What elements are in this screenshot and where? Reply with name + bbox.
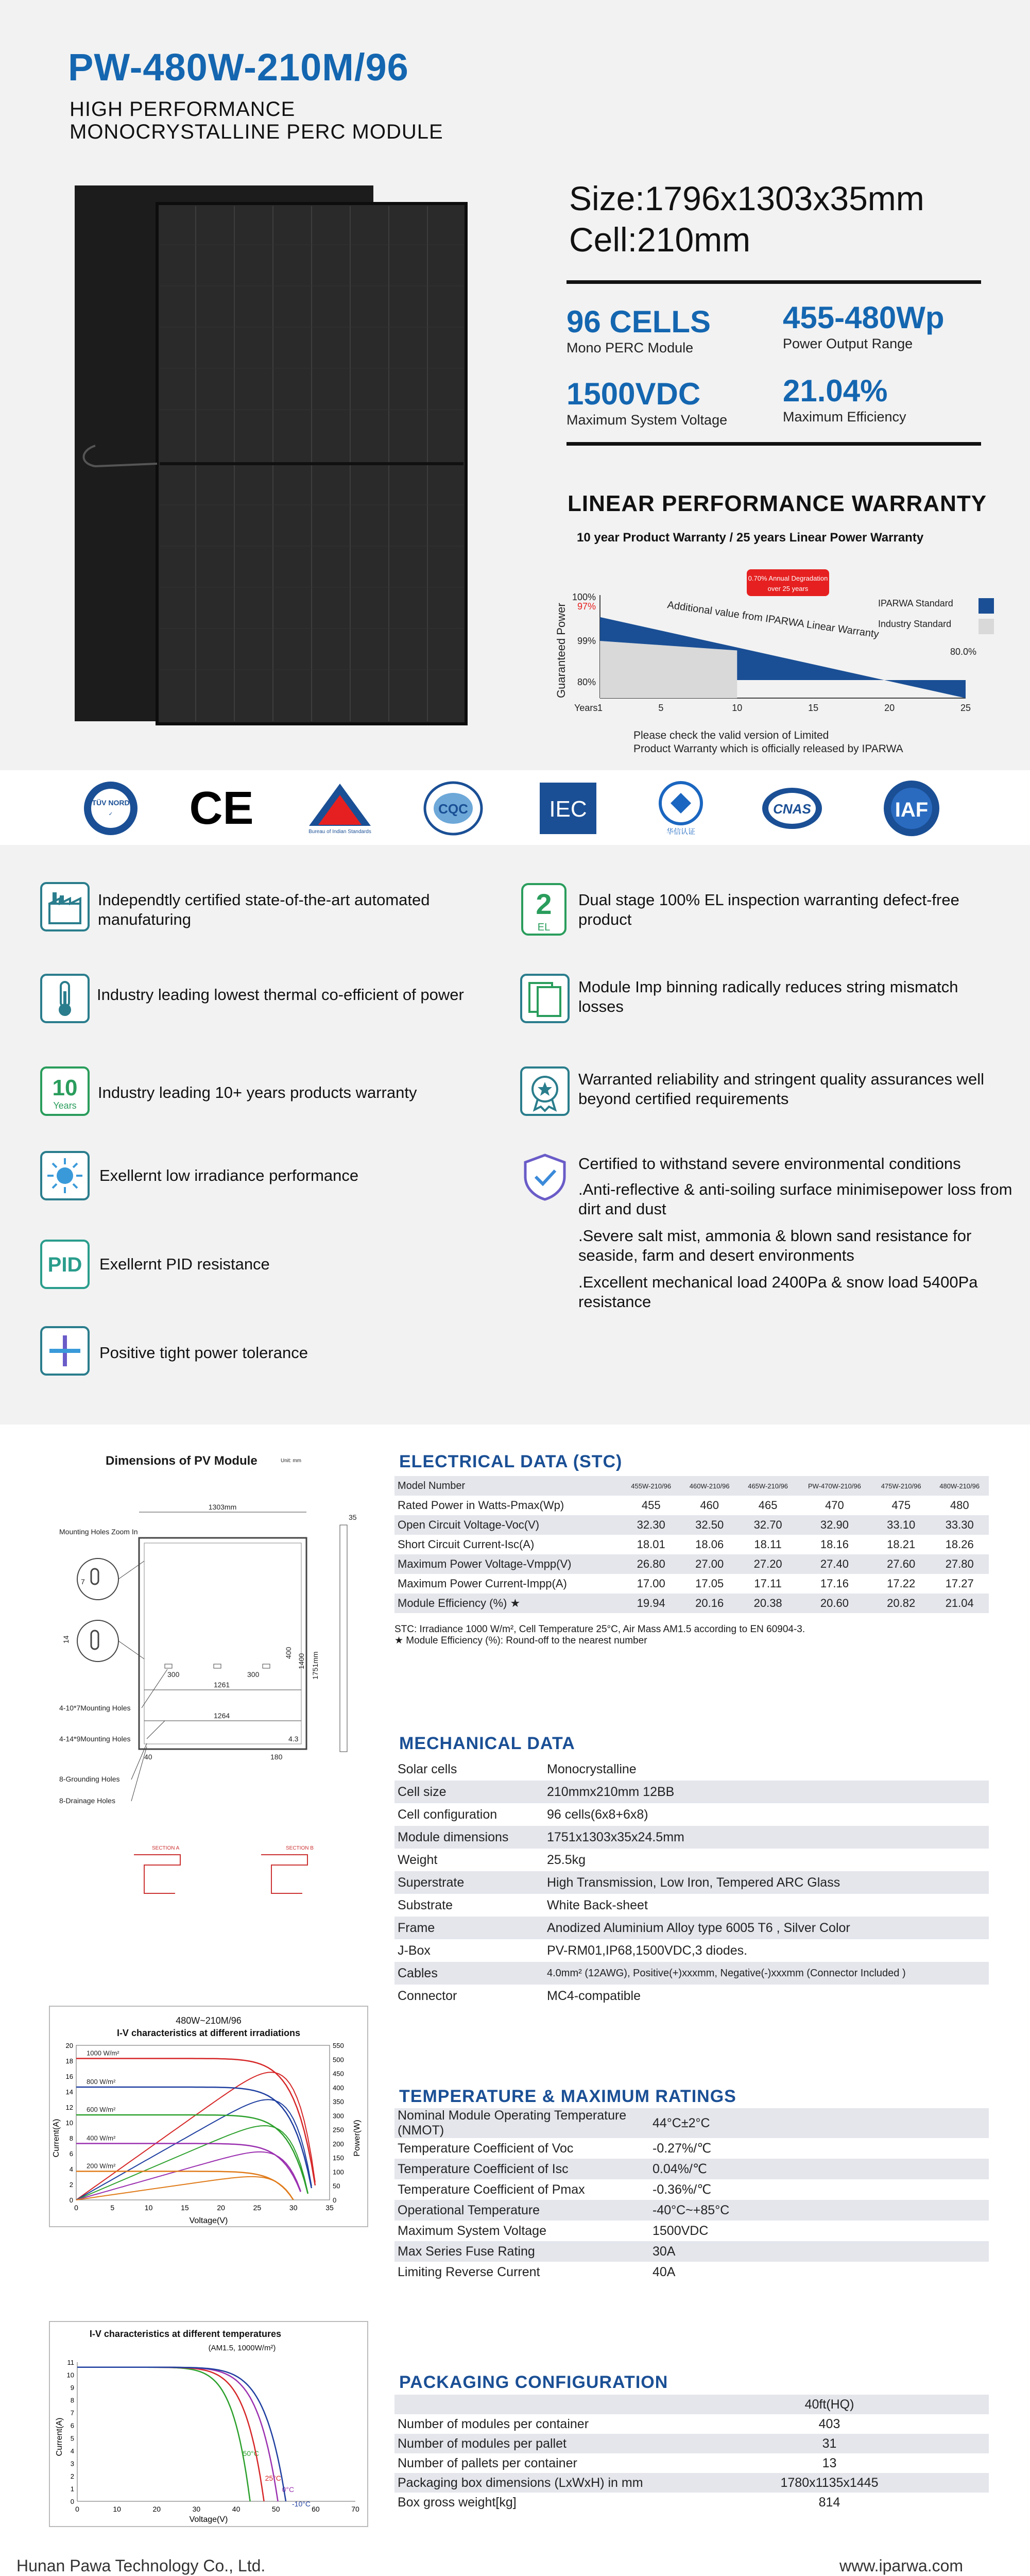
table-row: Weight 25.5kg <box>398 1852 586 1867</box>
warranty-y-tick: 97% <box>577 601 596 612</box>
iv1-y2-tick: 250 <box>333 2126 344 2134</box>
iv1-y2-tick: 150 <box>333 2154 344 2162</box>
iv2-title: I-V characteristics at different temperatures <box>89 2329 282 2339</box>
table-row: J-Box PV-RM01,IP68,1500VDC,3 diodes. <box>398 1943 748 1958</box>
divider-top <box>566 280 981 284</box>
iv2-x-tick: 0 <box>75 2505 79 2513</box>
warranty-x-ticks <box>574 703 971 713</box>
svg-text:1303mm: 1303mm <box>208 1503 237 1511</box>
svg-text:华信认证: 华信认证 <box>666 827 695 836</box>
iv1-power-curve <box>76 2177 294 2200</box>
temperature-table <box>394 2108 989 2282</box>
svg-text:4-14*9Mounting Holes: 4-14*9Mounting Holes <box>59 1735 131 1743</box>
svg-text:TÜV NORD: TÜV NORD <box>92 799 130 807</box>
footer-company: Hunan Pawa Technology Co., Ltd. <box>16 2556 266 2575</box>
iv1-y2-tick: 100 <box>333 2168 344 2176</box>
feature-8-heading: Certified to withstand severe environmental conditions <box>578 1155 961 1173</box>
electrical-header: 475W-210/96 <box>872 1476 930 1496</box>
iv-temperature-chart <box>52 2324 366 2524</box>
iv1-y2-tick: 200 <box>333 2140 344 2148</box>
table-row: Number of modules per pallet 31 <box>394 2434 989 2453</box>
table-row: Maximum Power Current-Impp(A) 17.00 17.05 17.11 17.16 17.22 17.27 <box>398 1577 974 1590</box>
svg-text:CQC: CQC <box>438 801 468 817</box>
iv2-y-tick: 7 <box>70 2409 74 2417</box>
table-row: Nominal Module Operating Temperature (NMOT) 44°C±2°C <box>394 2108 989 2138</box>
feature-text-3: Industry leading lowest thermal co-efficient of power <box>97 986 464 1004</box>
feature-text-2: Dual stage 100% EL inspection warranting defect-free product <box>578 891 959 928</box>
electrical-note-2: ★ Module Efficiency (%): Round-off to the nearest number <box>394 1635 647 1646</box>
svg-text:PID: PID <box>47 1253 82 1276</box>
el-icon <box>520 882 570 931</box>
size-block <box>569 178 924 260</box>
feature-text-9: Exellernt PID resistance <box>99 1255 270 1273</box>
product-subtitle <box>70 98 443 143</box>
table-row: Box gross weight[kg] 814 <box>398 2495 840 2510</box>
table-row: Temperature Coefficient of Voc -0.27%/℃ <box>398 2141 712 2156</box>
svg-text:35: 35 <box>349 1513 357 1521</box>
subtitle-line-1: HIGH PERFORMANCE <box>70 98 296 121</box>
iv1-y2-tick: 0 <box>333 2196 337 2204</box>
footer-website-link[interactable]: www.iparwa.com <box>839 2556 964 2575</box>
svg-text:1400: 1400 <box>297 1653 305 1669</box>
warranty-x-tick: 25 <box>960 703 971 713</box>
svg-text:2: 2 <box>536 888 552 920</box>
table-row: Packaging box dimensions (LxWxH) in mm 1780x1135x1445 <box>394 2473 989 2493</box>
iv1-subtitle: I-V characteristics at different irradiations <box>116 2028 301 2038</box>
spec-cells-value: 96 CELLS <box>566 304 711 339</box>
svg-text:Bureau of Indian Standards: Bureau of Indian Standards <box>308 829 371 835</box>
section-profiles <box>134 1845 314 1893</box>
svg-text:7: 7 <box>81 1578 85 1586</box>
diagonal-label: Additional value from IPARWA Linear Warranty <box>666 599 880 640</box>
warranty-title: LINEAR PERFORMANCE WARRANTY <box>568 491 987 516</box>
table-row: Frame Anodized Aluminium Alloy type 6005 T6 , Silver Color <box>394 1917 989 1939</box>
iec-logo <box>537 779 599 837</box>
iv2-y-tick: 1 <box>70 2485 74 2493</box>
iv2-y-tick: 9 <box>70 2384 74 2392</box>
dimensions-unit: Unit: mm <box>281 1458 301 1464</box>
svg-text:Mounting Holes Zoom In: Mounting Holes Zoom In <box>59 1528 138 1536</box>
hero-section <box>0 0 1030 770</box>
iv1-y2-tick: 50 <box>333 2182 340 2190</box>
feature-text-7: Exellernt low irradiance performance <box>99 1166 359 1184</box>
feature-text-10: Positive tight power tolerance <box>99 1344 308 1362</box>
table-row: Operational Temperature -40°C~+85°C <box>394 2200 989 2221</box>
iv2-series-label: 0°C <box>282 2485 295 2494</box>
svg-text:4-10*7Mounting Holes: 4-10*7Mounting Holes <box>59 1704 131 1712</box>
warranty-end-value: 80.0% <box>950 647 977 657</box>
spec-voltage-value: 1500VDC <box>566 377 701 411</box>
quality-badge-icon <box>520 1066 570 1116</box>
plus-icon <box>40 1326 90 1376</box>
spec-efficiency-value: 21.04% <box>783 374 888 408</box>
warranty-y-ticks <box>572 592 596 687</box>
iv1-y-tick: 0 <box>69 2196 73 2204</box>
iv1-x-tick: 20 <box>217 2204 225 2212</box>
iv1-y-tick: 12 <box>65 2104 73 2111</box>
svg-text:CE: CE <box>191 783 252 834</box>
iv1-series-label: 400 W/m² <box>87 2134 116 2142</box>
thermometer-icon <box>40 974 90 1023</box>
ce-logo <box>191 779 252 837</box>
spec-power-label: Power Output Range <box>783 336 913 351</box>
electrical-header: 465W-210/96 <box>739 1476 797 1496</box>
iv1-y-tick: 18 <box>65 2057 73 2065</box>
legend-iparwa-swatch <box>978 598 994 614</box>
divider-bottom <box>566 442 981 446</box>
iv1-x-tick: 0 <box>74 2204 78 2212</box>
iv2-curve <box>77 2367 250 2501</box>
mechanical-table <box>394 1758 989 2007</box>
sun-icon <box>40 1151 90 1200</box>
electrical-header: PW-470W-210/96 <box>797 1476 872 1496</box>
warranty-10-icon <box>40 1066 90 1116</box>
iv2-x-tick: 40 <box>232 2505 241 2513</box>
spec-cells-label: Mono PERC Module <box>566 340 694 355</box>
iv2-y-tick: 0 <box>70 2498 74 2505</box>
electrical-note-1: STC: Irradiance 1000 W/m², Cell Temperature 25°C, Air Mass AM1.5 according to EN 60904-3. <box>394 1624 805 1635</box>
warranty-note-line-1: Please check the valid version of Limited <box>633 730 829 741</box>
cnas-logo <box>761 779 823 837</box>
table-row: Temperature Coefficient of Pmax -0.36%/℃ <box>398 2182 712 2197</box>
iv2-series-label: -10°C <box>292 2500 311 2508</box>
table-row: Limiting Reverse Current 40A <box>398 2264 676 2279</box>
mechanical-title: MECHANICAL DATA <box>399 1734 575 1753</box>
iv1-x-tick: 35 <box>325 2204 334 2212</box>
iv1-x-tick: 5 <box>110 2204 115 2212</box>
warranty-y-tick: 100% <box>572 592 596 602</box>
cell-text: Cell:210mm <box>569 221 751 259</box>
iv2-y-tick: 4 <box>70 2447 74 2455</box>
table-row: Number of pallets per container 13 <box>398 2455 837 2470</box>
electrical-header: 455W-210/96 <box>622 1476 680 1496</box>
svg-text:400: 400 <box>284 1647 293 1659</box>
electrical-header: Model Number <box>394 1476 622 1496</box>
svg-text:SECTION B: SECTION B <box>286 1845 314 1851</box>
iv1-y-tick: 2 <box>69 2181 73 2189</box>
iv1-x-tick: 30 <box>289 2204 298 2212</box>
electrical-notes <box>394 1624 805 1647</box>
electrical-header-row <box>394 1476 989 1496</box>
iv1-y2-tick: 350 <box>333 2098 344 2106</box>
warranty-subtitle: 10 year Product Warranty / 25 years Linear Power Warranty <box>577 531 924 545</box>
table-row: Short Circuit Current-Isc(A) 18.01 18.06 18.11 18.16 18.21 18.26 <box>398 1538 974 1551</box>
iv1-y-tick: 10 <box>65 2119 73 2127</box>
svg-text:300: 300 <box>247 1670 260 1679</box>
table-row: Cell configuration 96 cells(6x8+6x8) <box>398 1807 648 1822</box>
svg-text:8-Drainage Holes: 8-Drainage Holes <box>59 1797 115 1805</box>
huaxin-logo <box>650 779 712 837</box>
iv1-title: 480W~210M/96 <box>176 2015 242 2026</box>
packaging-table <box>394 2395 989 2512</box>
iv2-y-tick: 10 <box>66 2371 74 2379</box>
warranty-note-line-2: Product Warranty which is officially released by IPARWA <box>633 743 903 755</box>
cqc-logo <box>422 779 484 837</box>
iv-irradiance-chart <box>52 2014 366 2226</box>
iv1-series-label: 200 W/m² <box>87 2162 116 2170</box>
svg-text:4.3: 4.3 <box>288 1735 299 1743</box>
svg-text:180: 180 <box>270 1753 283 1761</box>
iv1-series-label: 1000 W/m² <box>87 2049 119 2057</box>
feature-8-bullet-2: .Severe salt mist, ammonia & blown sand resistance for seaside, farm and desert environments <box>578 1227 972 1264</box>
svg-text:CNAS: CNAS <box>773 801 811 817</box>
iv2-x-tick: 60 <box>312 2505 320 2513</box>
electrical-table <box>394 1476 989 1613</box>
table-row: Connector MC4-compatible <box>398 1988 641 2003</box>
warranty-y-tick: 80% <box>577 677 596 687</box>
warranty-note <box>633 729 903 756</box>
table-row: Maximum Power Voltage-Vmpp(V) 26.80 27.00 27.20 27.40 27.60 27.80 <box>394 1554 989 1574</box>
table-row: Substrate White Back-sheet <box>398 1897 648 1912</box>
svg-text:40: 40 <box>144 1753 152 1761</box>
iv2-series-label: 25°C <box>265 2474 281 2482</box>
feature-text-5: Industry leading 10+ years products warranty <box>98 1083 417 1101</box>
dimensions-drawing <box>49 1473 379 1906</box>
svg-text:14: 14 <box>62 1635 70 1643</box>
feature-text-1: Independtly certified state-of-the-art automated manufaturing <box>98 891 430 928</box>
legend-industry-swatch <box>978 619 994 634</box>
shield-check-icon <box>520 1152 570 1201</box>
iv2-plot <box>67 2359 359 2513</box>
feature-text-6: Warranted reliability and stringent quality assurances well beyond certified requirements <box>578 1070 985 1108</box>
features-section <box>0 845 1030 1425</box>
table-row: Temperature Coefficient of Isc 0.04%/℃ <box>394 2159 989 2179</box>
warranty-y-tick: 99% <box>577 636 596 646</box>
iv1-y-tick: 8 <box>69 2134 73 2142</box>
table-row: 40ft(HQ) <box>394 2395 989 2414</box>
feature-8-bullet-3: .Excellent mechanical load 2400Pa & snow load 5400Pa resistance <box>578 1273 978 1311</box>
iv2-curve <box>77 2367 264 2501</box>
pid-icon <box>40 1240 90 1289</box>
iv2-y-tick: 2 <box>70 2472 74 2480</box>
iv1-series-label: 600 W/m² <box>87 2106 116 2113</box>
solar-panel-image <box>70 183 471 729</box>
svg-text:SECTION A: SECTION A <box>152 1845 180 1851</box>
svg-text:10: 10 <box>52 1075 78 1100</box>
iv1-y2label: Power(W) <box>353 2120 362 2157</box>
iaf-logo <box>870 779 953 837</box>
iv2-y-tick: 11 <box>67 2359 74 2366</box>
iv2-x-tick: 20 <box>152 2505 161 2513</box>
iv1-y-tick: 14 <box>65 2088 73 2096</box>
iv2-series-label: 50°C <box>243 2449 259 2458</box>
iv2-y-tick: 3 <box>70 2460 74 2468</box>
iv1-y2-tick: 300 <box>333 2112 344 2120</box>
iv1-y-tick: 4 <box>69 2165 73 2173</box>
legend-industry-label: Industry Standard <box>878 619 952 629</box>
table-row: Number of modules per container 403 <box>398 2416 840 2431</box>
svg-text:300: 300 <box>167 1670 180 1679</box>
electrical-header: 460W-210/96 <box>680 1476 739 1496</box>
warranty-ylabel: Guaranteed Power <box>555 603 568 698</box>
iv1-plot <box>66 2042 344 2212</box>
iv2-y-tick: 6 <box>70 2421 74 2430</box>
svg-text:IAF: IAF <box>895 799 929 821</box>
table-row: Solar cells Monocrystalline <box>398 1761 637 1776</box>
packaging-title: PACKAGING CONFIGURATION <box>399 2372 668 2392</box>
dimensions-title: Dimensions of PV Module <box>106 1454 258 1468</box>
iv2-x-tick: 10 <box>113 2505 121 2513</box>
electrical-title: ELECTRICAL DATA (STC) <box>399 1452 623 1471</box>
iv1-y-tick: 16 <box>65 2073 73 2080</box>
iv2-x-tick: 30 <box>192 2505 201 2513</box>
product-title: PW-480W-210M/96 <box>68 46 409 89</box>
tuv-nord-logo <box>80 779 142 837</box>
iv2-y-tick: 8 <box>70 2396 74 2404</box>
binning-icon <box>520 974 570 1023</box>
warranty-x-tick: 10 <box>732 703 743 713</box>
svg-text:1264: 1264 <box>214 1711 230 1720</box>
table-row: Rated Power in Watts-Pmax(Wp) 455 460 465 470 475 480 <box>398 1499 969 1512</box>
spec-voltage-label: Maximum System Voltage <box>566 412 728 428</box>
svg-text:1261: 1261 <box>214 1681 230 1689</box>
iv1-series-label: 800 W/m² <box>87 2078 116 2086</box>
spec-efficiency-label: Maximum Efficiency <box>783 409 906 425</box>
electrical-header: 480W-210/96 <box>930 1476 989 1496</box>
industry-standard-area <box>600 641 737 698</box>
svg-text:1751mm: 1751mm <box>311 1651 319 1680</box>
feature-8-bullet-1: .Anti-reflective & anti-soiling surface minimisepower loss from dirt and dust <box>578 1180 1012 1218</box>
warranty-x-tick: 20 <box>884 703 895 713</box>
table-row: Cables 4.0mm² (12AWG), Positive(+)xxxmm, Negative(-)xxxmm (Connector Included ) <box>394 1962 989 1985</box>
iv2-x-tick: 50 <box>271 2505 280 2513</box>
svg-text:✓: ✓ <box>108 811 113 817</box>
iv1-xlabel: Voltage(V) <box>189 2216 228 2225</box>
table-row: Open Circuit Voltage-Voc(V) 32.30 32.50 32.70 32.90 33.10 33.30 <box>394 1515 989 1535</box>
feature-text-4: Module Imp binning radically reduces string mismatch losses <box>578 978 958 1015</box>
iv2-x-tick: 70 <box>351 2505 359 2513</box>
badge-line-2: over 25 years <box>767 585 809 592</box>
warranty-x-tick: 15 <box>808 703 819 713</box>
iv2-xlabel: Voltage(V) <box>189 2515 228 2524</box>
table-row: Maximum System Voltage 1500VDC <box>398 2223 709 2238</box>
table-row: Cell size 210mmx210mm 12BB <box>394 1781 989 1803</box>
iv1-ylabel: Current(A) <box>52 2119 61 2158</box>
iv1-y2-tick: 400 <box>333 2083 344 2092</box>
warranty-x-tick: 5 <box>658 703 664 713</box>
table-row: Max Series Fuse Rating 30A <box>394 2241 989 2262</box>
iv1-x-tick: 10 <box>144 2204 153 2212</box>
badge-line-1: 0.70% Annual Degradation <box>748 574 828 582</box>
table-row: Module Efficiency (%) ★ 19.94 20.16 20.38 20.60 20.82 21.04 <box>394 1594 989 1613</box>
iv1-y2-tick: 500 <box>333 2056 344 2064</box>
warranty-x-tick: 1 <box>597 703 603 713</box>
svg-text:8-Grounding Holes: 8-Grounding Holes <box>59 1775 120 1783</box>
spec-power-value: 455-480Wp <box>783 300 945 335</box>
iv1-y2-tick: 550 <box>333 2042 344 2049</box>
iv1-x-tick: 15 <box>181 2204 189 2212</box>
iv1-y-tick: 20 <box>65 2042 73 2049</box>
legend-iparwa-label: IPARWA Standard <box>878 598 953 608</box>
iv1-y-tick: 6 <box>69 2150 73 2158</box>
svg-text:EL: EL <box>537 922 551 933</box>
iv1-y2-tick: 450 <box>333 2070 344 2078</box>
table-row: Superstrate High Transmission, Low Iron, Tempered ARC Glass <box>394 1871 989 1894</box>
factory-icon <box>40 882 90 931</box>
table-row: Module dimensions 1751x1303x35x24.5mm <box>394 1826 989 1849</box>
svg-text:Years: Years <box>53 1100 77 1111</box>
svg-text:IEC: IEC <box>549 796 587 822</box>
subtitle-line-2: MONOCRYSTALLINE PERC MODULE <box>70 121 443 143</box>
iv2-subtitle: (AM1.5, 1000W/m²) <box>208 2344 276 2352</box>
warranty-chart <box>554 559 997 726</box>
feature-text-8 <box>578 1154 1016 1312</box>
temperature-title: TEMPERATURE & MAXIMUM RATINGS <box>399 2087 736 2106</box>
iv2-y-tick: 5 <box>70 2434 74 2443</box>
warranty-x-label: Years <box>574 703 598 713</box>
size-text: Size:1796x1303x35mm <box>569 179 924 217</box>
bis-logo <box>304 779 376 837</box>
iv1-x-tick: 25 <box>253 2204 262 2212</box>
iv2-curve <box>77 2367 286 2501</box>
iv2-ylabel: Current(A) <box>55 2417 64 2456</box>
